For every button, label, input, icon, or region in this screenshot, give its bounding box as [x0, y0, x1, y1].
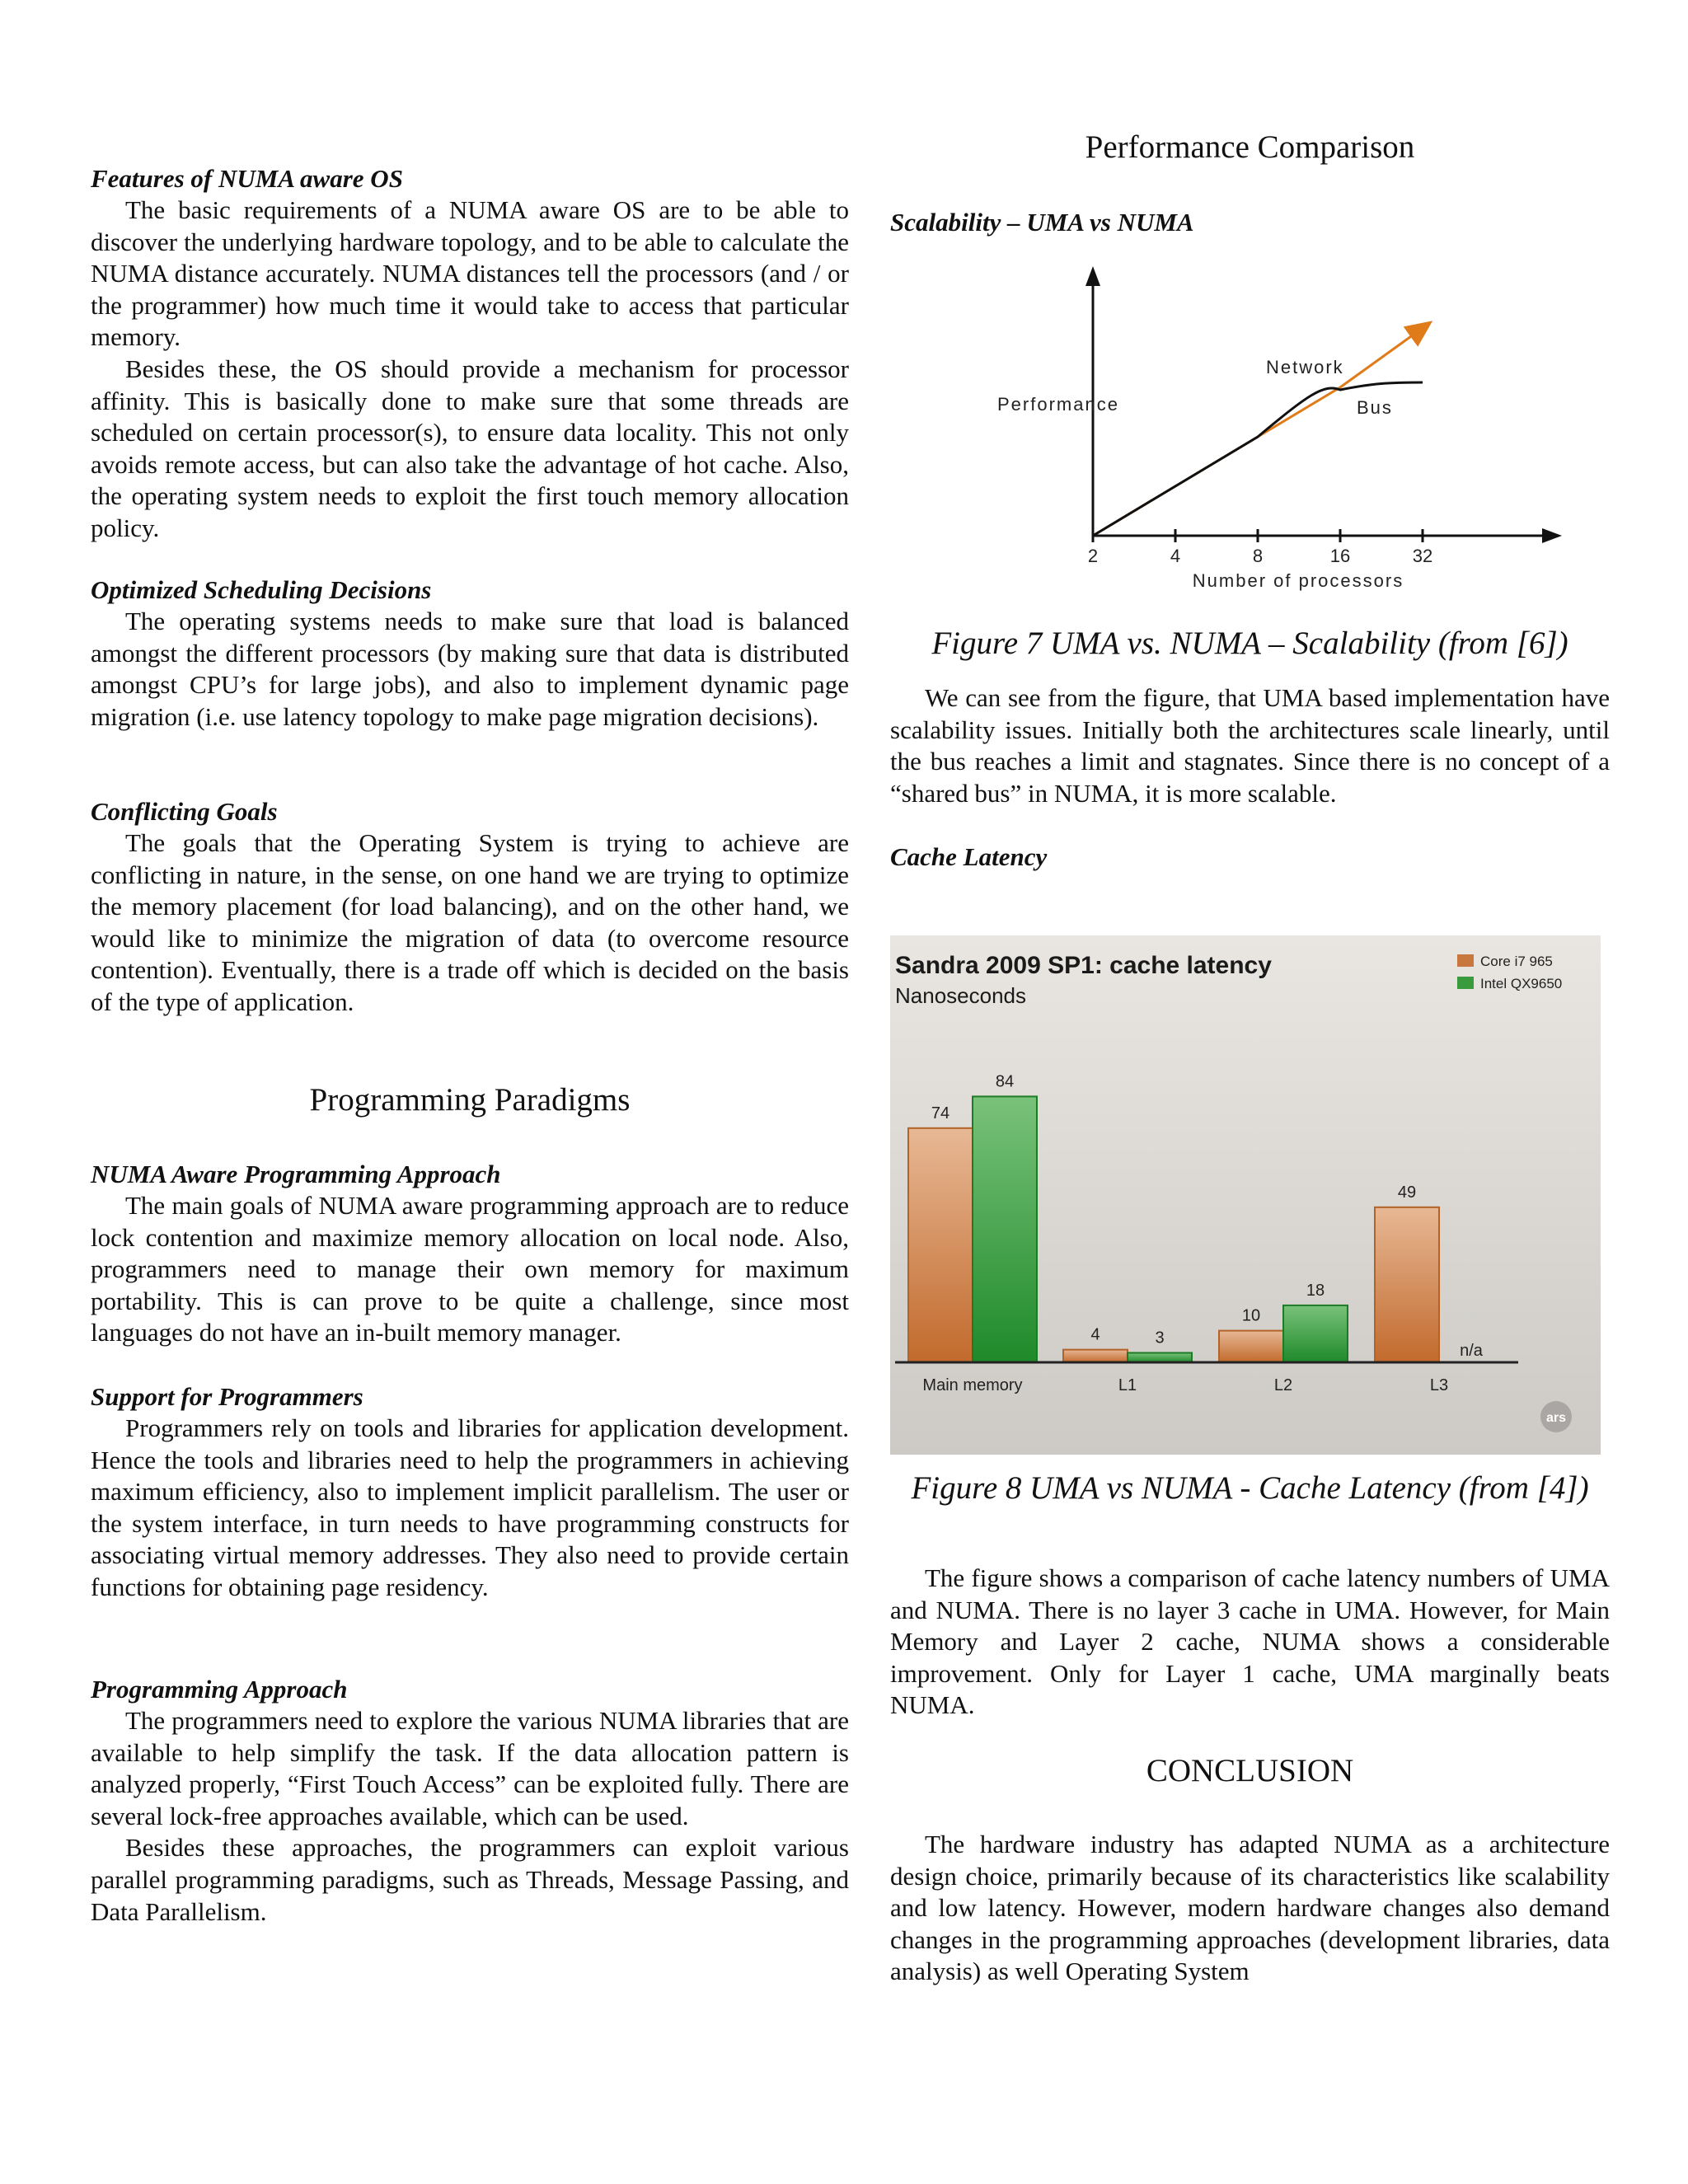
heading-features: Features of NUMA aware OS	[91, 164, 403, 193]
bar-value-label: 49	[1397, 1183, 1417, 1202]
support-block	[91, 1413, 849, 1604]
scheduling-para: The operating systems needs to make sure that load is balanced amongst the different processors (by making sure that data is distributed amongst CPU’s for large jobs), and also to implement dynamic page migration (i.e. use latency topology to make page migration decisions).	[91, 607, 849, 731]
ars-logo	[1540, 1401, 1572, 1432]
bar-core-i7-965-main-memory	[908, 1128, 973, 1362]
fig8-discussion-para: The figure shows a comparison of cache latency numbers of UMA and NUMA. There is no layer 3 cache in UMA. However, for Main Memory and Layer 2 cache, NUMA shows a considerable improvement. Only for Layer 1 cache, UMA marginally beats NUMA.	[890, 1563, 1610, 1720]
y-axis-label: Performance	[997, 394, 1119, 415]
fig8-discussion-block	[890, 1563, 1610, 1722]
bar-value-label: 4	[1090, 1325, 1100, 1344]
x-tick-label: 16	[1329, 546, 1351, 566]
category-label: L2	[1273, 1376, 1293, 1394]
figure-8-caption: Figure 8 UMA vs NUMA - Cache Latency (from [4])	[911, 1470, 1589, 1506]
legend-swatch-qx9650	[1457, 977, 1474, 989]
heading-approach: Programming Approach	[91, 1675, 348, 1704]
scalability-lines	[1093, 328, 1423, 536]
conclusion-title: CONCLUSION	[1146, 1753, 1354, 1788]
bar-value-label: 3	[1155, 1329, 1165, 1347]
features-block	[91, 194, 849, 545]
numa-aware-block	[91, 1190, 849, 1349]
heading-scheduling: Optimized Scheduling Decisions	[91, 575, 432, 604]
series-label-network: Network	[1266, 357, 1344, 377]
x-tick-label: 8	[1252, 546, 1264, 566]
conflicting-para: The goals that the Operating System is trying to achieve are conflicting in nature, in the sense, on one hand we are trying to optimize the memory placement (for load balancing), and on the other hand, we would like to minimize the migration of data (to overcome resource contention). Eventually, there is a trade off which is decided on the basis of the type of application.	[91, 828, 849, 1016]
legend-label-qx9650: Intel QX9650	[1480, 976, 1563, 991]
fig7-discussion-para: We can see from the figure, that UMA based implementation have scalability issues. Initially both the architectures scale linearly, until the bus reaches a limit and stagnates. Since there is no concept of a “shared bus” in NUMA, it is more scalable.	[890, 683, 1610, 808]
chart-title: Sandra 2009 SP1: cache latency	[895, 952, 1272, 979]
bar-value-label: 18	[1306, 1281, 1325, 1300]
category-label: L3	[1429, 1376, 1449, 1394]
bar-intel-qx9650-l1	[1128, 1352, 1192, 1362]
bar-core-i7-965-l2	[1219, 1331, 1283, 1362]
scheduling-block	[91, 606, 849, 733]
legend-label-core-i7: Core i7 965	[1480, 954, 1553, 969]
series-label-bus: Bus	[1357, 397, 1393, 418]
section-title-programming: Programming Paradigms	[309, 1082, 631, 1118]
conclusion-block	[890, 1829, 1610, 1988]
bar-value-label-na: n/a	[1460, 1342, 1483, 1360]
scalability-chart-svg	[915, 264, 1607, 593]
x-tick-label: 2	[1087, 546, 1099, 566]
figure-8-cache-latency-chart	[890, 935, 1601, 1455]
heading-scalability: Scalability – UMA vs NUMA	[890, 208, 1194, 237]
heading-cache-latency: Cache Latency	[890, 842, 1048, 871]
numa-aware-para: The main goals of NUMA aware programming approach are to reduce lock contention and maximize memory allocation on local node. Also, programmers need to manage their own memory for maximum portability. This is can prove to be quite a challenge, since most languages do not have an in-built memory manager.	[91, 1191, 849, 1347]
features-para-2: Besides these, the OS should provide a mechanism for processor affinity. This is basically done to make sure that some threads are scheduled on certain processor(s), to ensure data locality. This not only avoids remote access, but can also take the advantage of hot cache. Also, the operating system needs to exploit the first touch memory allocation policy.	[91, 354, 849, 542]
conclusion-para: The hardware industry has adapted NUMA as a architecture design choice, primarily because of its characteristics like scalability and low latency. However, modern hardware changes also demand changes in the programming approaches (development libraries, data analysis) as well Operating System	[890, 1830, 1610, 1986]
approach-block	[91, 1705, 849, 1928]
bar-value-label: 10	[1241, 1306, 1261, 1325]
x-tick-label: 4	[1170, 546, 1181, 566]
bar-value-label: 74	[931, 1104, 950, 1122]
x-tick-label: 32	[1412, 546, 1433, 566]
approach-para-2: Besides these approaches, the programmers can exploit various parallel programming paradigms, such as Threads, Message Passing, and Data Parallelism.	[91, 1833, 849, 1926]
bar-core-i7-965-l1	[1063, 1350, 1128, 1362]
bar-core-i7-965-l3	[1375, 1207, 1439, 1362]
ars-logo-text: ars	[1545, 1411, 1567, 1425]
section-title-performance: Performance Comparison	[1085, 129, 1415, 165]
figure-7-caption: Figure 7 UMA vs. NUMA – Scalability (from [6])	[931, 626, 1568, 661]
conflicting-block	[91, 827, 849, 1019]
cache-latency-chart-svg	[890, 935, 1601, 1455]
category-label: Main memory	[922, 1376, 1023, 1394]
bar-intel-qx9650-l2	[1283, 1305, 1348, 1362]
heading-numa-aware: NUMA Aware Programming Approach	[91, 1160, 501, 1188]
figure-7-scalability-chart	[915, 264, 1607, 593]
legend-swatch-core-i7	[1457, 954, 1474, 967]
scalability-axes	[1093, 274, 1554, 536]
support-para: Programmers rely on tools and libraries for application development. Hence the tools and libraries need to help the programmers in achieving maximum efficiency, also to implement implicit parallelism. The user or the system interface, in turn needs to have programming constructs for associating virtual memory addresses. They also need to provide certain functions for obtaining page residency.	[91, 1413, 849, 1601]
x-axis-label: Number of processors	[1192, 570, 1404, 591]
approach-para-1: The programmers need to explore the various NUMA libraries that are available to help simplify the task. If the data allocation pattern is analyzed properly, “First Touch Access” can be exploited fully. There are several lock-free approaches available, which can be used.	[91, 1706, 849, 1830]
features-para-1: The basic requirements of a NUMA aware OS are to be able to discover the underlying hardware topology, and to be able to calculate the NUMA distance accurately. NUMA distances tell the processors (and / or the programmer) how much time it would take to access that particular memory.	[91, 195, 849, 352]
chart-subtitle: Nanoseconds	[895, 983, 1026, 1008]
bar-intel-qx9650-main-memory	[973, 1096, 1037, 1362]
series-line-network	[1093, 328, 1423, 536]
heading-support: Support for Programmers	[91, 1382, 363, 1411]
bar-value-label: 84	[995, 1072, 1015, 1091]
fig7-discussion-block	[890, 682, 1610, 809]
heading-conflicting: Conflicting Goals	[91, 797, 278, 826]
category-label: L1	[1118, 1376, 1137, 1394]
